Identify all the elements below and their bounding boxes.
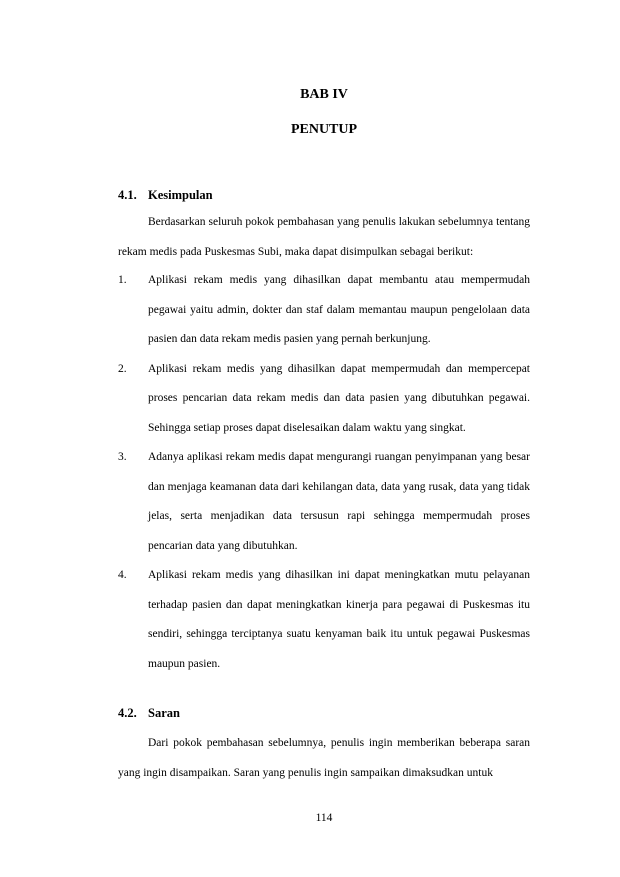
section-title: Kesimpulan [148,188,213,202]
list-item-text: Aplikasi rekam medis yang dihasilkan dapat membantu atau mempermudah pegawai yaitu admin, dokter dan staf dalam memantau maupun pengelolaan data pasien dan data rekam medis pasien yang pernah berkunjung. [148,274,530,345]
list-item [118,561,530,679]
section-heading-kesimpulan [118,188,213,203]
list-item [118,355,530,444]
chapter-label: BAB IV [300,87,348,102]
list-item [118,443,530,561]
conclusion-list [118,266,530,679]
section-number: 4.2. [118,706,137,720]
section-intro-paragraph: Dari pokok pembahasan sebelumnya, penulis ingin memberikan beberapa saran yang ingin disampaikan. Saran yang penulis ingin sampaikan dimaksudkan untuk [118,737,530,779]
section-intro-paragraph: Berdasarkan seluruh pokok pembahasan yang penulis lakukan sebelumnya tentang rekam medis pada Puskesmas Subi, maka dapat disimpulkan sebagai berikut: [118,216,530,258]
list-marker: 3. [118,451,127,463]
page-number: 114 [315,812,333,824]
chapter-title: PENUTUP [290,122,358,137]
list-item-text: Aplikasi rekam medis yang dihasilkan dapat mempermudah dan mempercepat proses pencarian data rekam medis dan data pasien yang dibutuhkan pegawai. Sehingga setiap proses dapat diselesaikan dalam waktu yang singkat. [148,362,530,434]
list-item-text: Aplikasi rekam medis yang dihasilkan ini dapat meningkatkan mutu pelayanan terhadap pasien dan dapat meningkatkan kinerja para pegawai di Puskesmas itu sendiri, sehingga terciptanya suatu kenyaman baik itu untuk pegawai Puskesmas maupun pasien. [148,569,530,670]
list-marker: 1. [118,274,127,286]
list-item-text: Adanya aplikasi rekam medis dapat mengurangi ruangan penyimpanan yang besar dan menjaga keamanan data dari kehilangan data, data yang rusak, data yang tidak jelas, serta menjadikan data tersusun rapi sehingga mempermudah proses pencarian data yang dibutuhkan. [148,451,530,552]
section-number: 4.1. [118,188,137,202]
section-heading-saran [118,706,180,721]
section-title: Saran [148,706,180,720]
list-item [118,266,530,355]
list-marker: 4. [118,569,127,581]
list-marker: 2. [118,362,127,375]
